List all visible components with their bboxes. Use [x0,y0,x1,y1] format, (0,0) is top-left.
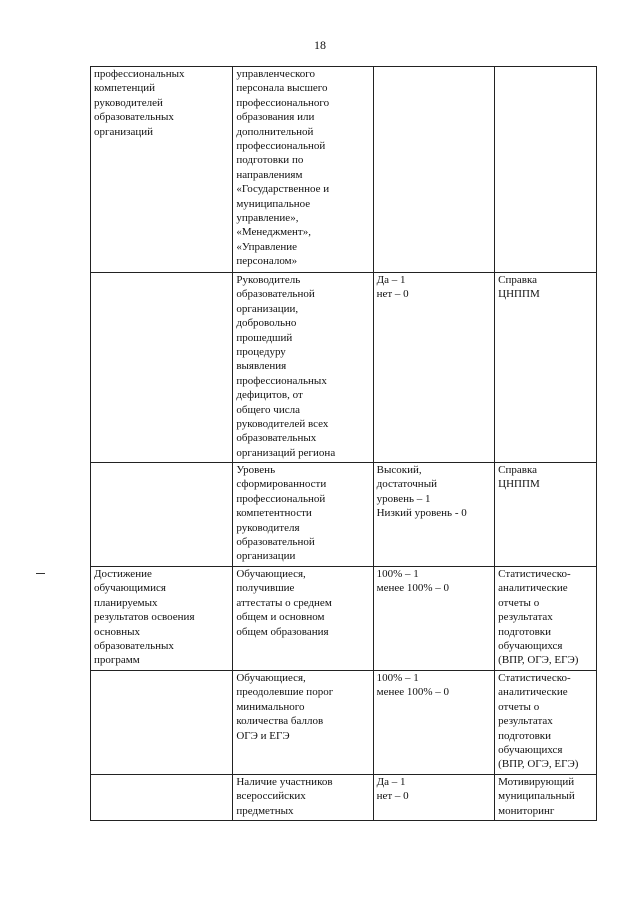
criterion-cell [91,273,233,463]
criterion-cell [91,775,233,821]
table-row [91,273,597,463]
criterion-cell: профессиональных компетенций руководителей образовательных организаций [91,67,233,273]
score-cell: 100% – 1 менее 100% – 0 [373,671,495,775]
table-row [91,567,597,671]
table-row [91,67,597,273]
table-row [91,671,597,775]
criterion-cell: Достижение обучающимися планируемых результатов освоения основных образовательных программ [91,567,233,671]
source-cell: Статистическо- аналитические отчеты о результатах подготовки обучающихся (ВПР, ОГЭ, ЕГЭ) [495,671,597,775]
score-cell: 100% – 1 менее 100% – 0 [373,567,495,671]
table-row [91,775,597,821]
indicator-cell: Обучающиеся, преодолевшие порог минимального количества баллов ОГЭ и ЕГЭ [233,671,373,775]
criterion-cell [91,671,233,775]
criterion-cell [91,463,233,567]
indicator-cell: Уровень сформированности профессиональной компетентности руководителя образовательной организации [233,463,373,567]
score-cell: Да – 1 нет – 0 [373,775,495,821]
margin-mark [36,573,45,574]
source-cell: Справка ЦНППМ [495,273,597,463]
indicator-cell: Руководитель образовательной организации, добровольно прошедший процедуру выявления профессиональных дефицитов, от общего числа руководителей всех образовательных организаций региона [233,273,373,463]
score-cell [373,67,495,273]
source-cell [495,67,597,273]
indicator-cell: Наличие участников всероссийских предметных [233,775,373,821]
source-cell: Справка ЦНППМ [495,463,597,567]
table-row [91,463,597,567]
indicator-cell: Обучающиеся, получившие аттестаты о среднем общем и основном общем образования [233,567,373,671]
source-cell: Статистическо- аналитические отчеты о результатах подготовки обучающихся (ВПР, ОГЭ, ЕГЭ) [495,567,597,671]
source-cell: Мотивирующий муниципальный мониторинг [495,775,597,821]
score-cell: Да – 1 нет – 0 [373,273,495,463]
page-number: 18 [314,38,326,52]
score-cell: Высокий, достаточный уровень – 1 Низкий уровень - 0 [373,463,495,567]
criteria-table [90,66,597,821]
indicator-cell: управленческого персонала высшего профессионального образования или дополнительной профессиональной подготовки по направлениям «Государственное и муниципальное управление», «Менеджмент», «Управление персоналом» [233,67,373,273]
